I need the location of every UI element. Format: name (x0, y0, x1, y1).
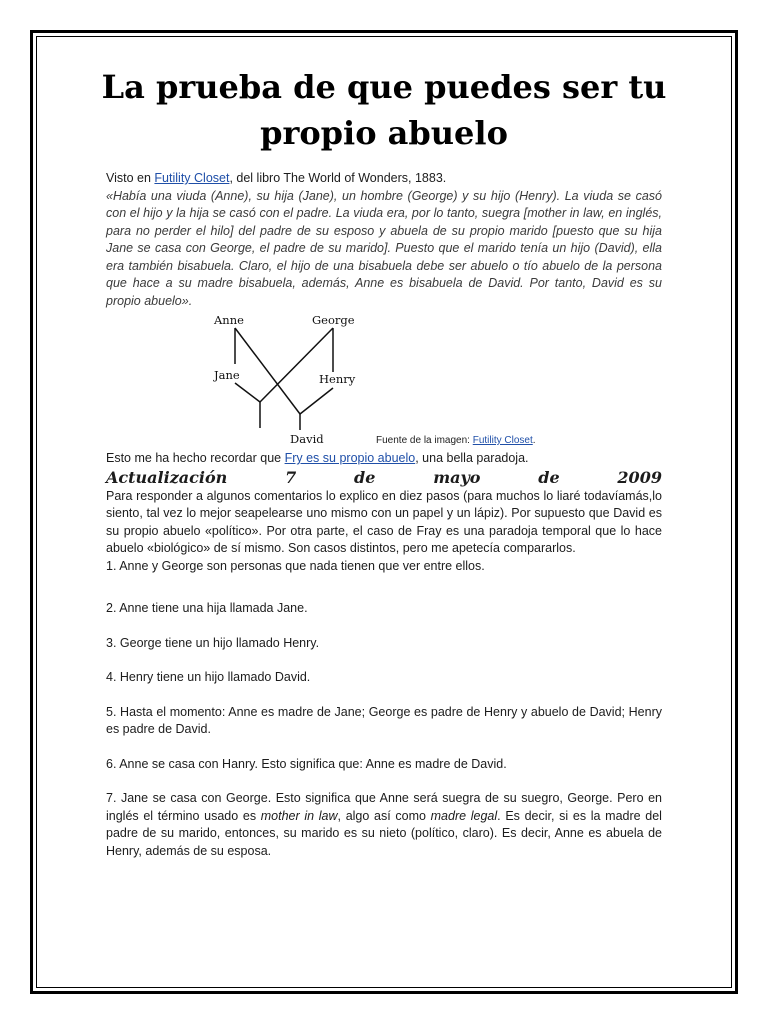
tree-label-anne: Anne (214, 313, 244, 327)
caption-prefix: Fuente de la imagen: (376, 435, 473, 446)
step-item: 2. Anne tiene una hija llamada Jane. (106, 601, 308, 615)
tree-line-jane-marriage (235, 383, 260, 402)
tree-label-jane: Jane (214, 368, 240, 382)
step7-part1: 7. Jane se casa con George. Esto significa que Anne será suegra de su suegro, George. Pero en inglés el término usado es (106, 791, 662, 823)
update-heading (106, 468, 662, 488)
recall-suffix: , una bella paradoja. (415, 451, 529, 465)
tree-line-henry-marriage (300, 388, 333, 414)
step7-part3: . Es decir, si es la madre del padre de su marido, entonces, su marido es su nieto (político, claro). Es decir, Anne es abuela de Henry, además de su esposa. (106, 808, 662, 858)
article-body (106, 170, 662, 877)
recall-line (106, 450, 662, 468)
update-paragraph: Para responder a algunos comentarios lo explico en diez pasos (para muchos lo liaré todavíamás,lo siento, tal vez lo mejor seapelearse uno mismo con un papel y un lápiz). Por supuesto que David es su propio abuelo «político». Por otra parte, el caso de Fray es una paradoja temporal que lo hace abuelo «biológico» de sí mismo. Son casos distintos, pero me apetecía compararlos. (106, 488, 662, 555)
step7-part2: , algo así como (337, 808, 431, 823)
step7-emphasis-1: mother in law (260, 808, 338, 823)
page-title: La prueba de que puedes ser tu propio abuelo (101, 68, 667, 152)
intro-line (106, 170, 662, 188)
tree-label-david: David (290, 432, 324, 446)
step7-emphasis-2: madre legal (430, 808, 498, 823)
step-item (106, 790, 662, 860)
step-item: 6. Anne se casa con Hanry. Esto significa que: Anne es madre de David. (106, 756, 507, 771)
step-item: 1. Anne y George son personas que nada tienen que ver entre ellos. (106, 558, 485, 573)
image-caption (376, 432, 536, 450)
tree-label-henry: Henry (319, 372, 356, 386)
step-item: 4. Henry tiene un hijo llamado David. (106, 670, 311, 684)
update-word-6: 2009 (617, 467, 662, 487)
fry-link[interactable]: Fry es su propio abuelo (284, 451, 416, 465)
recall-prefix: Esto me ha hecho recordar que (106, 451, 285, 465)
update-word-4: mayo (433, 467, 481, 487)
tree-line-george-marriage (260, 328, 333, 402)
futility-closet-link[interactable]: Futility Closet (154, 171, 230, 185)
caption-suffix: . (532, 435, 536, 446)
family-tree-diagram (208, 312, 368, 450)
step-item: 3. George tiene un hijo llamado Henry. (106, 635, 320, 650)
step-item: 5. Hasta el momento: Anne es madre de Jane; George es padre de Henry y abuelo de David; Henry es padre de David. (106, 704, 662, 736)
quote-paragraph: «Había una viuda (Anne), su hija (Jane), un hombre (George) y su hijo (Henry). La viuda se casó con el hijo y la hija se casó con el padre. La viuda era, por lo tanto, suegra [mother in law, en inglés, para no perder el hilo] del padre de su esposo y abuela de su propio marido [puesto que su hija Jane se casa con George, el padre de su marido]. Puesto que el marido tenía un hijo (David), ella era también bisabuela. Claro, el hijo de una bisabuela debe ser abuelo o tío abuelo de la persona que hace a su madre bisabuela, además, Anne es bisabuela de David. Por tanto, David es su propio abuelo». (106, 188, 662, 308)
update-word-2: 7 (285, 467, 297, 487)
intro-prefix: Visto en (106, 171, 155, 185)
update-word-3: de (354, 467, 376, 487)
update-word-1: Actualización (106, 467, 228, 487)
caption-futility-closet-link[interactable]: Futility Closet (472, 435, 533, 446)
tree-label-george: George (312, 313, 355, 327)
family-tree-figure (106, 310, 662, 450)
steps-list (106, 558, 662, 861)
update-word-5: de (538, 467, 560, 487)
intro-suffix: , del libro The World of Wonders, 1883. (229, 171, 447, 185)
